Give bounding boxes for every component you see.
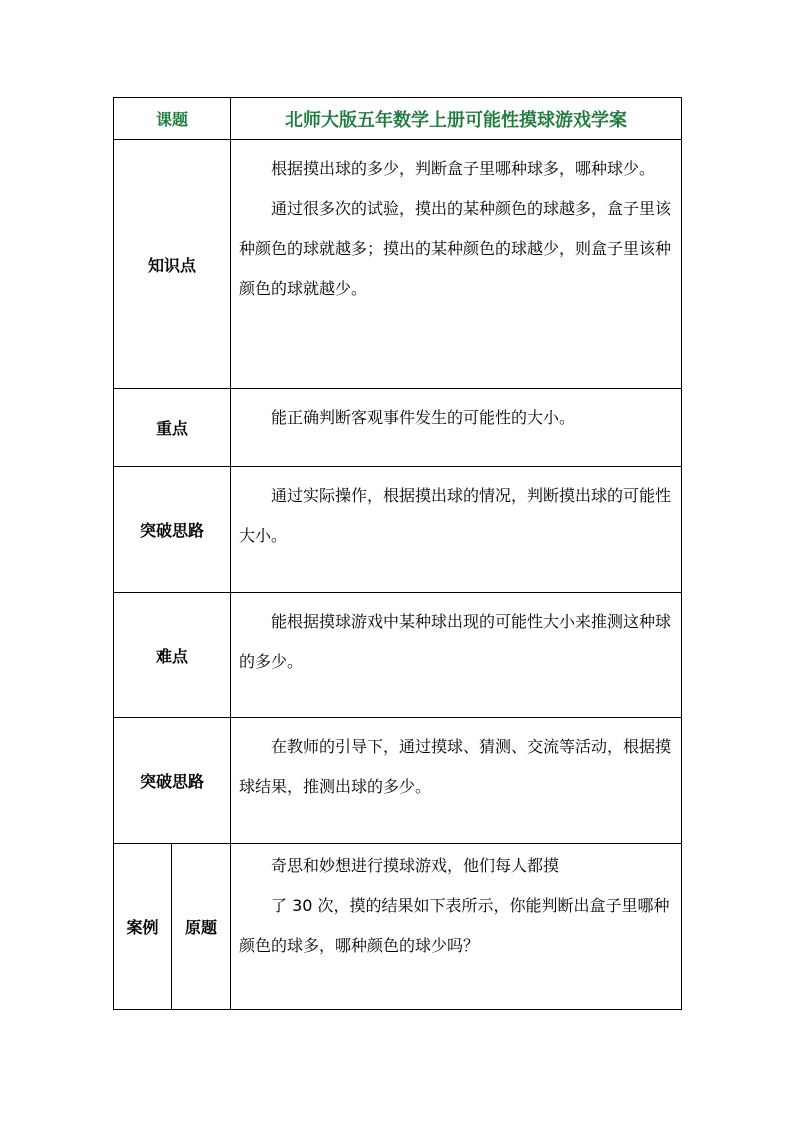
case-sublabel: 原题 <box>172 844 231 1010</box>
paragraph: 在教师的引导下，通过摸球、猜测、交流等活动，根据摸球结果，推测出球的多少。 <box>239 737 672 796</box>
row-content-key-point <box>231 389 682 467</box>
page-title: 北师大版五年数学上册可能性摸球游戏学案 <box>231 98 682 140</box>
row-label-key-point: 重点 <box>114 389 231 467</box>
row-content-knowledge <box>231 140 682 389</box>
row-breakthrough-1 <box>114 467 682 593</box>
paragraph: 通过很多次的试验，摸出的某种颜色的球越多，盒子里该种颜色的球就越多；摸出的某种颜色的球越少，则盒子里该种颜色的球就越少。 <box>239 199 672 298</box>
row-label-breakthrough-2: 突破思路 <box>114 718 231 844</box>
row-label-knowledge: 知识点 <box>114 140 231 389</box>
row-label-breakthrough-1: 突破思路 <box>114 467 231 593</box>
lesson-plan-table <box>113 97 682 1010</box>
row-content-breakthrough-1 <box>231 467 682 593</box>
row-breakthrough-2 <box>114 718 682 844</box>
row-key-point <box>114 389 682 467</box>
row-difficulty <box>114 593 682 718</box>
paragraph: 能根据摸球游戏中某种球出现的可能性大小来推测这种球的多少。 <box>239 612 672 671</box>
paragraph: 了 30 次，摸的结果如下表所示，你能判断出盒子里哪种颜色的球多，哪种颜色的球少吗？ <box>239 896 670 955</box>
row-case <box>114 844 682 1010</box>
row-knowledge <box>114 140 682 389</box>
case-content <box>231 844 682 1010</box>
paragraph: 通过实际操作，根据摸出球的情况，判断摸出球的可能性大小。 <box>239 486 672 545</box>
header-row <box>114 98 682 140</box>
paragraph: 能正确判断客观事件发生的可能性的大小。 <box>271 408 576 427</box>
paragraph: 根据摸出球的多少，判断盒子里哪种球多，哪种球少。 <box>271 159 656 178</box>
row-content-difficulty <box>231 593 682 718</box>
case-label: 案例 <box>114 844 172 1010</box>
row-content-breakthrough-2 <box>231 718 682 844</box>
row-label-difficulty: 难点 <box>114 593 231 718</box>
paragraph: 奇思和妙想进行摸球游戏，他们每人都摸 <box>271 856 560 875</box>
header-label: 课题 <box>114 98 231 140</box>
